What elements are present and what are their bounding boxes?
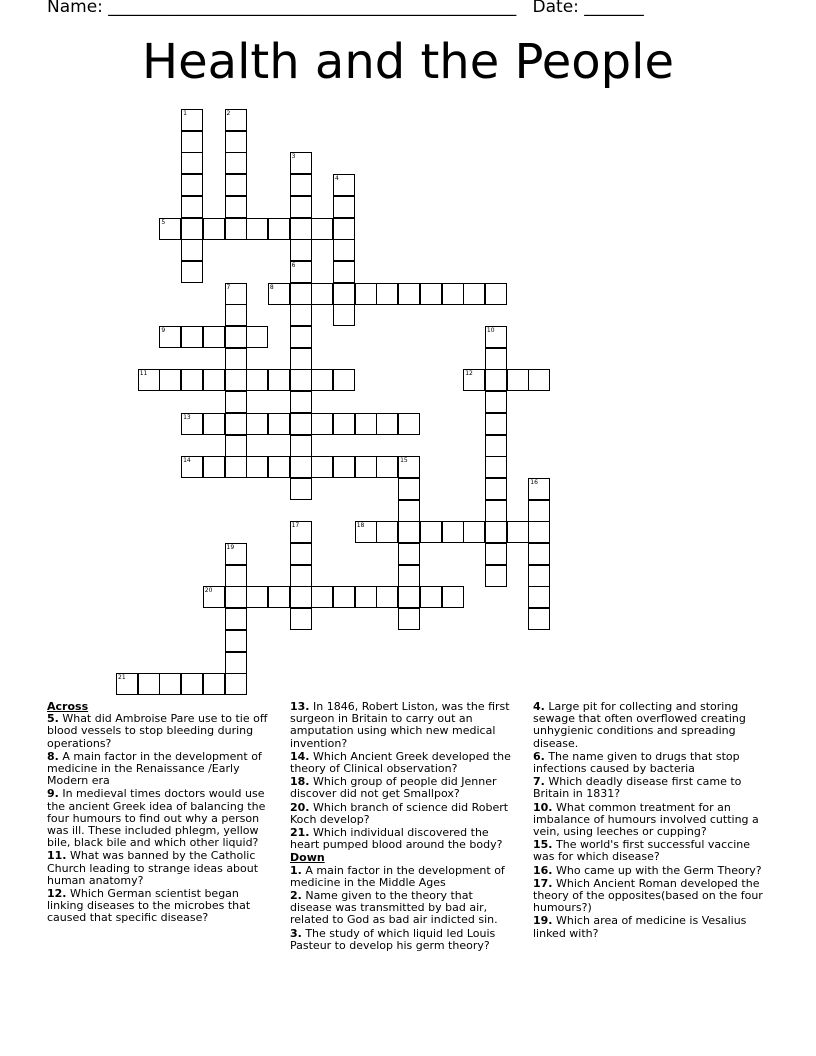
across-clue (47, 751, 275, 788)
grid-cell[interactable] (507, 369, 529, 391)
grid-cell[interactable] (398, 500, 420, 522)
clues-column-2 (290, 701, 518, 953)
grid-cell[interactable] (225, 218, 247, 240)
grid-cell[interactable] (225, 109, 247, 131)
grid-cell[interactable] (333, 218, 355, 240)
clue-number-label: 16. (533, 863, 553, 877)
clue-text: Which deadly disease first came to Britain in 1831? (533, 775, 742, 801)
grid-cell[interactable] (528, 521, 550, 543)
across-clue-list-continued (290, 701, 518, 851)
grid-cell[interactable] (311, 369, 333, 391)
grid-cell[interactable] (420, 521, 442, 543)
grid-cell[interactable] (485, 391, 507, 413)
grid-cell[interactable] (225, 304, 247, 326)
grid-cell[interactable] (246, 326, 268, 348)
grid-cell[interactable] (311, 283, 333, 305)
grid-cell[interactable] (290, 413, 312, 435)
clue-number-label: 2. (290, 889, 302, 903)
down-clue (533, 839, 765, 863)
down-clue (533, 878, 765, 915)
clue-number-label: 14. (290, 749, 310, 763)
grid-cell[interactable] (485, 283, 507, 305)
grid-cell[interactable] (376, 521, 398, 543)
grid-cell[interactable] (398, 456, 420, 478)
grid-cell[interactable] (442, 521, 464, 543)
page-title: Health and the People (142, 34, 674, 90)
across-clue (47, 850, 275, 887)
grid-cell[interactable] (203, 586, 225, 608)
clue-number: 10 (486, 327, 495, 334)
down-clue (533, 751, 765, 775)
grid-cell[interactable] (290, 218, 312, 240)
grid-cell[interactable] (225, 326, 247, 348)
clue-number: 15 (400, 457, 408, 465)
grid-cell[interactable] (398, 413, 420, 435)
grid-cell[interactable] (463, 521, 485, 543)
grid-cell[interactable] (246, 456, 268, 478)
grid-cell[interactable] (290, 304, 312, 326)
grid-cell[interactable] (355, 456, 377, 478)
grid-cell[interactable] (268, 586, 290, 608)
clue-number-label: 21. (290, 826, 310, 840)
grid-cell[interactable] (485, 413, 507, 435)
grid-cell[interactable] (225, 435, 247, 457)
grid-cell[interactable] (181, 261, 203, 283)
clue-number: 6 (291, 261, 296, 269)
grid-cell[interactable] (398, 478, 420, 500)
clue-text: What was banned by the Catholic Church leading to strange ideas about human anatomy? (47, 849, 259, 887)
clue-text: The study of which liquid led Louis Pasteur to develop his germ theory? (290, 926, 496, 952)
name-field-label[interactable]: Name: ________________________________________________ (47, 0, 517, 17)
grid-cell[interactable] (181, 673, 203, 695)
grid-cell[interactable] (290, 435, 312, 457)
clue-text: In medieval times doctors would use the ancient Greek idea of balancing the four humours to find out why a person was ill. These included phlegm, yellow bile, black bile and which other liquid? (47, 787, 266, 850)
grid-cell[interactable] (485, 369, 507, 391)
grid-cell[interactable] (138, 369, 160, 391)
grid-cell[interactable] (290, 608, 312, 630)
grid-cell[interactable] (420, 586, 442, 608)
across-clue-list (47, 713, 275, 924)
grid-cell[interactable] (485, 521, 507, 543)
grid-cell[interactable] (225, 348, 247, 370)
clue-number-label: 7. (533, 775, 545, 789)
grid-cell[interactable] (268, 413, 290, 435)
down-clue (290, 928, 518, 952)
clue-number: 9 (161, 327, 166, 334)
across-clue (47, 788, 275, 849)
grid-cell[interactable] (398, 521, 420, 543)
clue-text: Which area of medicine is Vesalius linked with? (533, 914, 747, 940)
grid-cell[interactable] (181, 109, 203, 131)
grid-cell[interactable] (181, 456, 203, 478)
across-clue (47, 888, 275, 925)
clue-text: The world's first successful vaccine was for which disease? (533, 838, 751, 864)
down-heading: Down (290, 851, 325, 865)
grid-cell[interactable] (311, 413, 333, 435)
clue-text: A main factor in the development of medicine in the Renaissance /Early Modern era (47, 749, 262, 788)
grid-cell[interactable] (290, 239, 312, 261)
grid-cell[interactable] (311, 456, 333, 478)
clue-text: Which individual discovered the heart pumped blood around the body? (290, 826, 503, 852)
down-clue-list-continued (533, 701, 765, 940)
grid-cell[interactable] (485, 435, 507, 457)
clue-number: 4 (335, 175, 339, 183)
grid-cell[interactable] (290, 478, 312, 500)
down-clue (533, 701, 765, 750)
grid-cell[interactable] (290, 456, 312, 478)
clue-number: 11 (139, 370, 148, 378)
grid-cell[interactable] (333, 586, 355, 608)
grid-cell[interactable] (225, 413, 247, 435)
grid-cell[interactable] (528, 500, 550, 522)
grid-cell[interactable] (290, 152, 312, 174)
grid-cell[interactable] (398, 586, 420, 608)
grid-cell[interactable] (268, 283, 290, 305)
clue-number: 12 (465, 370, 473, 378)
grid-cell[interactable] (268, 218, 290, 240)
grid-cell[interactable] (225, 608, 247, 630)
grid-cell[interactable] (225, 652, 247, 674)
clue-number-label: 6. (533, 749, 545, 763)
grid-cell[interactable] (203, 369, 225, 391)
clue-text: A main factor in the development of medicine in the Middle Ages (290, 863, 505, 889)
grid-cell[interactable] (528, 565, 550, 587)
grid-cell[interactable] (290, 565, 312, 587)
clue-text: In 1846, Robert Liston, was the first surgeon in Britain to carry out an amputation using which new medical invention? (290, 700, 510, 750)
across-clue (47, 713, 275, 750)
grid-cell[interactable] (376, 413, 398, 435)
clue-number-label: 4. (533, 700, 545, 713)
clue-number-label: 17. (533, 876, 553, 890)
grid-cell[interactable] (398, 565, 420, 587)
grid-cell[interactable] (225, 543, 247, 565)
grid-cell[interactable] (463, 283, 485, 305)
across-clue (290, 701, 518, 750)
grid-cell[interactable] (246, 218, 268, 240)
grid-cell[interactable] (246, 586, 268, 608)
down-clue (533, 865, 765, 877)
grid-cell[interactable] (268, 456, 290, 478)
clue-number: 2 (226, 110, 231, 117)
grid-cell[interactable] (355, 413, 377, 435)
grid-cell[interactable] (116, 673, 138, 695)
grid-cell[interactable] (290, 174, 312, 196)
grid-cell[interactable] (290, 326, 312, 348)
clue-number-label: 18. (290, 775, 310, 789)
grid-cell[interactable] (290, 261, 312, 283)
clue-number: 1 (183, 110, 187, 117)
grid-cell[interactable] (333, 369, 355, 391)
grid-cell[interactable] (203, 218, 225, 240)
grid-cell[interactable] (268, 369, 290, 391)
clue-number: 8 (269, 283, 274, 291)
clue-text: Who came up with the Germ Theory? (552, 863, 762, 877)
grid-cell[interactable] (290, 543, 312, 565)
clue-number-label: 9. (47, 787, 59, 801)
grid-cell[interactable] (181, 152, 203, 174)
clue-number: 14 (183, 457, 191, 465)
clue-number: 7 (226, 283, 231, 291)
date-field-label[interactable]: Date: _______ (532, 0, 644, 17)
clue-number: 18 (356, 522, 365, 530)
grid-cell[interactable] (181, 218, 203, 240)
grid-cell[interactable] (225, 196, 247, 218)
across-clue (290, 776, 518, 800)
grid-cell[interactable] (225, 152, 247, 174)
grid-cell[interactable] (246, 369, 268, 391)
grid-cell[interactable] (398, 283, 420, 305)
grid-cell[interactable] (398, 608, 420, 630)
clue-text: What did Ambroise Pare use to tie off blood vessels to stop bleeding during operations? (47, 712, 268, 750)
down-clue (533, 915, 765, 939)
grid-cell[interactable] (225, 630, 247, 652)
grid-cell[interactable] (225, 131, 247, 153)
across-clue (290, 827, 518, 851)
clue-number-label: 20. (290, 800, 310, 814)
grid-cell[interactable] (225, 369, 247, 391)
grid-cell[interactable] (246, 413, 268, 435)
grid-cell[interactable] (376, 283, 398, 305)
grid-cell[interactable] (225, 283, 247, 305)
grid-cell[interactable] (463, 369, 485, 391)
grid-cell[interactable] (159, 369, 181, 391)
clue-number: 20 (204, 587, 213, 595)
grid-cell[interactable] (333, 196, 355, 218)
grid-cell[interactable] (507, 521, 529, 543)
grid-cell[interactable] (159, 218, 181, 240)
grid-cell[interactable] (181, 174, 203, 196)
grid-cell[interactable] (290, 348, 312, 370)
clue-number-label: 15. (533, 838, 553, 852)
grid-cell[interactable] (203, 413, 225, 435)
clue-number: 16 (530, 478, 538, 486)
grid-cell[interactable] (203, 456, 225, 478)
grid-cell[interactable] (442, 283, 464, 305)
grid-cell[interactable] (420, 283, 442, 305)
across-heading: Across (47, 700, 89, 713)
grid-cell[interactable] (355, 586, 377, 608)
grid-cell[interactable] (225, 565, 247, 587)
clues-column-1 (47, 701, 275, 926)
grid-cell[interactable] (181, 131, 203, 153)
grid-cell[interactable] (442, 586, 464, 608)
grid-cell[interactable] (225, 174, 247, 196)
down-clue (290, 865, 518, 889)
grid-cell[interactable] (528, 608, 550, 630)
grid-cell[interactable] (159, 673, 181, 695)
grid-cell[interactable] (290, 391, 312, 413)
grid-cell[interactable] (485, 478, 507, 500)
grid-cell[interactable] (225, 673, 247, 695)
clue-number-label: 12. (47, 887, 67, 901)
down-clue (533, 802, 765, 839)
grid-cell[interactable] (181, 326, 203, 348)
clue-text: Which Ancient Roman developed the theory of the opposites(based on the four humours?) (533, 876, 763, 915)
grid-cell[interactable] (333, 239, 355, 261)
grid-cell[interactable] (485, 456, 507, 478)
clue-number: 17 (291, 522, 300, 530)
grid-cell[interactable] (376, 456, 398, 478)
grid-cell[interactable] (290, 521, 312, 543)
clue-number: 19 (226, 544, 235, 551)
grid-cell[interactable] (398, 543, 420, 565)
grid-cell[interactable] (159, 326, 181, 348)
grid-cell[interactable] (181, 196, 203, 218)
grid-cell[interactable] (311, 586, 333, 608)
clue-number: 5 (161, 218, 166, 226)
clue-text: Which Ancient Greek developed the theory of Clinical observation? (290, 749, 511, 776)
grid-cell[interactable] (485, 348, 507, 370)
clue-text: Which group of people did Jenner discover did not get Smallpox? (290, 775, 497, 801)
grid-cell[interactable] (333, 304, 355, 326)
clue-number-label: 19. (533, 914, 553, 928)
grid-cell[interactable] (181, 413, 203, 435)
clue-number-label: 13. (290, 700, 310, 713)
grid-cell[interactable] (333, 413, 355, 435)
grid-cell[interactable] (290, 369, 312, 391)
grid-cell[interactable] (138, 673, 160, 695)
clue-number: 21 (118, 674, 126, 682)
grid-cell[interactable] (181, 369, 203, 391)
clue-text: What common treatment for an imbalance of humours involved cutting a vein, using leeches or cupping? (533, 800, 759, 839)
grid-cell[interactable] (528, 586, 550, 608)
down-clue-list (290, 865, 518, 952)
clue-number-label: 3. (290, 926, 302, 940)
grid-cell[interactable] (485, 500, 507, 522)
down-clue (290, 890, 518, 927)
grid-cell[interactable] (225, 456, 247, 478)
clue-number-label: 11. (47, 849, 67, 863)
clue-number-label: 5. (47, 712, 59, 726)
clue-text: Large pit for collecting and storing sewage that often overflowed creating unhygienic conditions and spreading disease. (533, 700, 746, 750)
grid-cell[interactable] (203, 673, 225, 695)
grid-cell[interactable] (181, 239, 203, 261)
grid-cell[interactable] (333, 456, 355, 478)
grid-cell[interactable] (485, 565, 507, 587)
clue-text: Which branch of science did Robert Koch develop? (290, 800, 509, 826)
clue-number-label: 1. (290, 863, 302, 877)
grid-cell[interactable] (225, 586, 247, 608)
grid-cell[interactable] (485, 326, 507, 348)
clue-number-label: 8. (47, 749, 59, 763)
grid-cell[interactable] (333, 283, 355, 305)
grid-cell[interactable] (311, 218, 333, 240)
clue-text: Which German scientist began linking diseases to the microbes that caused that specific disease? (47, 887, 251, 925)
clue-number: 13 (183, 413, 191, 421)
grid-cell[interactable] (485, 543, 507, 565)
across-clue (290, 751, 518, 775)
across-clue (290, 802, 518, 826)
clue-number: 3 (291, 153, 296, 161)
grid-cell[interactable] (528, 369, 550, 391)
grid-cell[interactable] (355, 521, 377, 543)
grid-cell[interactable] (290, 586, 312, 608)
grid-cell[interactable] (290, 196, 312, 218)
clue-text: Name given to the theory that disease was transmitted by bad air, related to God as bad air indicted sin. (290, 889, 498, 927)
grid-cell[interactable] (225, 391, 247, 413)
clues-column-3 (533, 701, 765, 941)
down-clue (533, 776, 765, 800)
clue-number-label: 10. (533, 800, 553, 814)
grid-cell[interactable] (355, 283, 377, 305)
clue-text: The name given to drugs that stop infections caused by bacteria (533, 749, 740, 776)
grid-cell[interactable] (203, 326, 225, 348)
grid-cell[interactable] (376, 586, 398, 608)
grid-cell[interactable] (528, 543, 550, 565)
grid-cell[interactable] (333, 174, 355, 196)
grid-cell[interactable] (290, 283, 312, 305)
grid-cell[interactable] (528, 478, 550, 500)
grid-cell[interactable] (333, 261, 355, 283)
